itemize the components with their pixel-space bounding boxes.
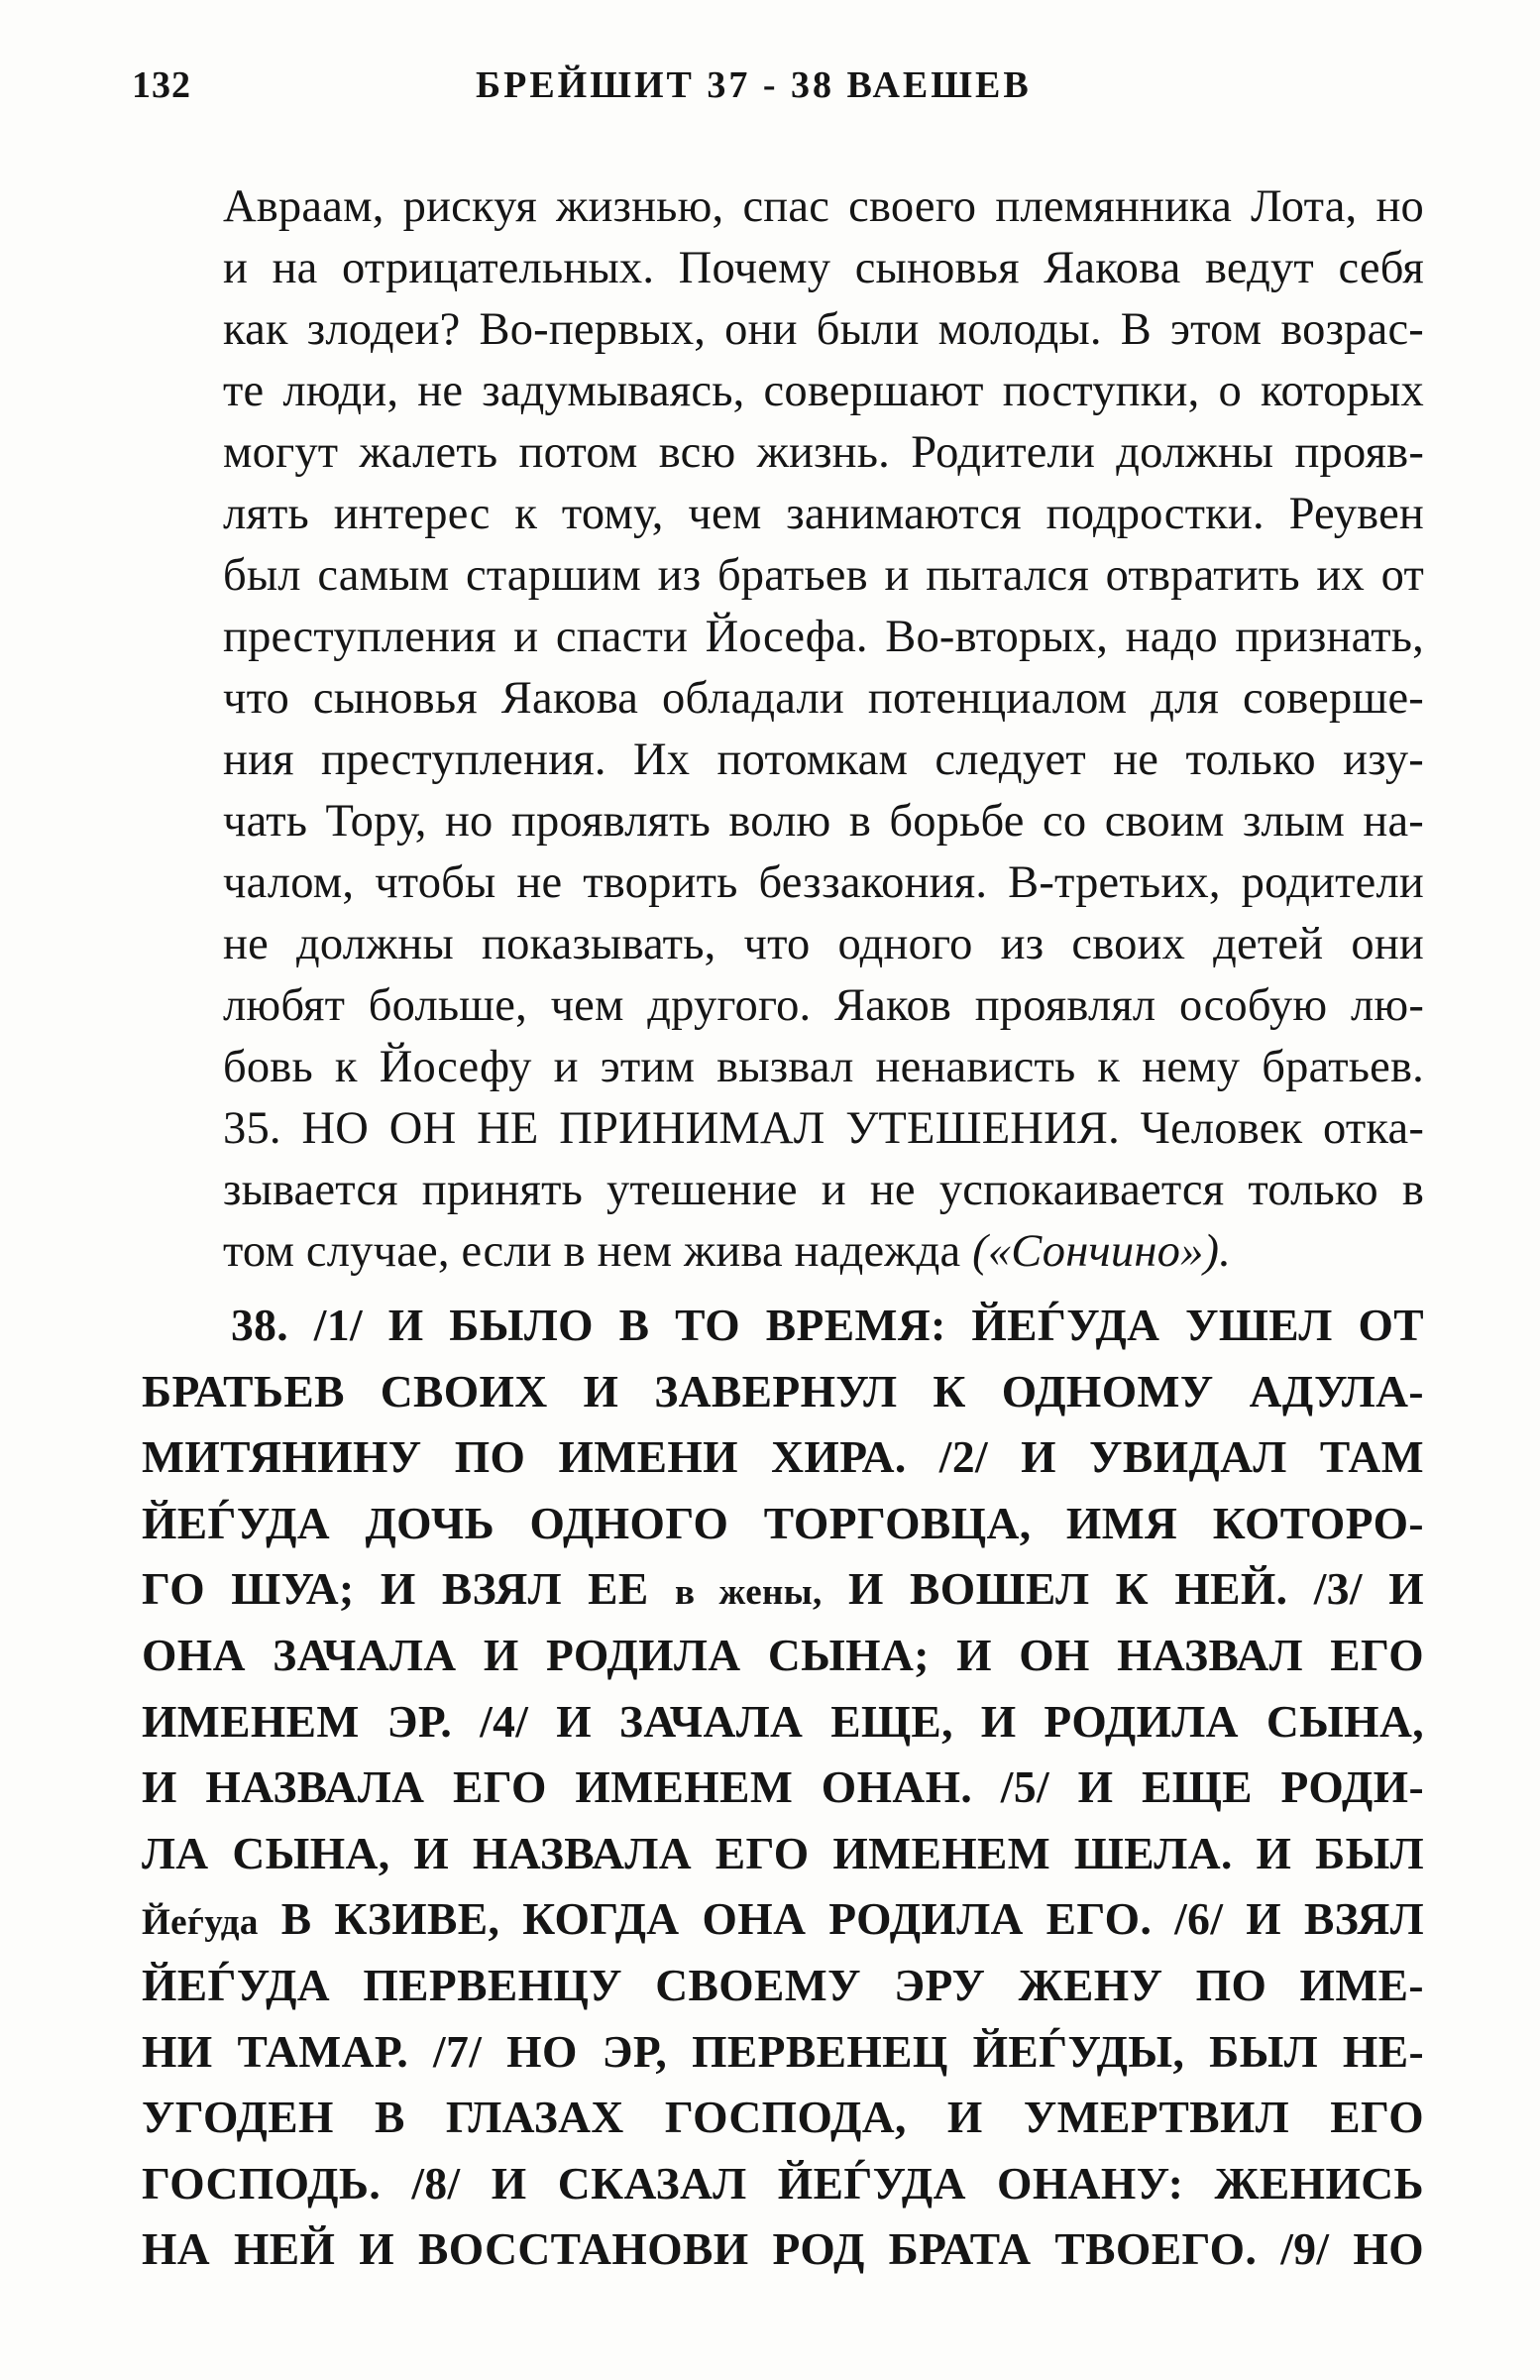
scripture-line: УГОДЕН В ГЛАЗАХ ГОСПОДА, И УМЕРТВИЛ ЕГО <box>142 2092 1424 2143</box>
scripture-line: ЙЕЃУДА ПЕРВЕНЦУ СВОЕМУ ЭРУ ЖЕНУ ПО ИМЕ- <box>142 1959 1424 2010</box>
commentary-line: любят больше, чем другого. Яаков проявлял особую лю- <box>223 980 1424 1031</box>
scripture-line: БРАТЬЕВ СВОИХ И ЗАВЕРНУЛ К ОДНОМУ АДУЛА- <box>142 1365 1424 1417</box>
inserted-word: Йеѓуда <box>142 1902 259 1944</box>
commentary-line: как злодеи? Во-первых, они были молоды. В этом возрас- <box>223 304 1424 355</box>
scripture-text: ГО ШУА; И ВЗЯЛ ЕЕ <box>142 1563 649 1615</box>
page-header <box>0 63 1540 123</box>
inserted-word: в жены, <box>674 1572 823 1614</box>
source-reference: («Сончино»). <box>972 1226 1232 1277</box>
scripture-line <box>142 1886 1424 1953</box>
scripture-line: 38. /1/ И БЫЛО В ТО ВРЕМЯ: ЙЕЃУДА УШЕЛ ОТ <box>231 1300 1424 1350</box>
scripture-text: И ВОШЕЛ К НЕЙ. /3/ И <box>847 1563 1424 1615</box>
scripture-line: МИТЯНИНУ ПО ИМЕНИ ХИРА. /2/ И УВИДАЛ ТАМ <box>142 1431 1424 1483</box>
scripture-line: НИ ТАМАР. /7/ НО ЭР, ПЕРВЕНЕЦ ЙЕЃУДЫ, БЫЛ НЕ- <box>142 2025 1424 2077</box>
commentary-line: зывается принять утешение и не успокаивается только в <box>223 1165 1424 1215</box>
commentary-line: те люди, не задумываясь, совершают поступки, о которых <box>223 366 1424 416</box>
scripture-line: ЛА СЫНА, И НАЗВАЛА ЕГО ИМЕНЕМ ШЕЛА. И БЫЛ <box>142 1827 1424 1878</box>
page-number: 132 <box>132 64 191 106</box>
commentary-paragraph <box>223 176 1424 1283</box>
commentary-line: не должны показывать, что одного из своих детей они <box>223 919 1424 969</box>
commentary-line: Авраам, рискуя жизнью, спас своего племянника Лота, но <box>223 181 1424 232</box>
running-head: БРЕЙШИТ 37 - 38 ВАЕШЕВ <box>476 64 1032 106</box>
commentary-line: бовь к Йосефу и этим вызвал ненависть к нему братьев. <box>223 1042 1424 1092</box>
commentary-line: лять интерес к тому, чем занимаются подростки. Реувен <box>223 489 1424 539</box>
scripture-passage <box>142 1293 1424 2283</box>
commentary-text: том случае, если в нем жива надежда <box>223 1226 961 1277</box>
scripture-line <box>142 1556 1424 1623</box>
scripture-line: НА НЕЙ И ВОССТАНОВИ РОД БРАТА ТВОЕГО. /9/ НО <box>142 2223 1424 2275</box>
scripture-line: ГОСПОДЬ. /8/ И СКАЗАЛ ЙЕЃУДА ОНАНУ: ЖЕНИСЬ <box>142 2157 1424 2209</box>
scripture-line: И НАЗВАЛА ЕГО ИМЕНЕМ ОНАН. /5/ И ЕЩЕ РОДИ- <box>142 1761 1424 1813</box>
scripture-line: ИМЕНЕМ ЭР. /4/ И ЗАЧАЛА ЕЩЕ, И РОДИЛА СЫНА, <box>142 1695 1424 1747</box>
commentary-line: чалом, чтобы не творить беззакония. В-третьих, родители <box>223 857 1424 908</box>
commentary-line: был самым старшим из братьев и пытался отвратить их от <box>223 550 1424 601</box>
commentary-line: что сыновья Яакова обладали потенциалом для соверше- <box>223 673 1424 724</box>
commentary-line: преступления и спасти Йосефа. Во-вторых, надо признать, <box>223 612 1424 662</box>
commentary-line: 35. НО ОН НЕ ПРИНИМАЛ УТЕШЕНИЯ. Человек отка- <box>223 1103 1424 1154</box>
commentary-last-line <box>223 1221 1424 1283</box>
commentary-line: чать Тору, но проявлять волю в борьбе со своим злым на- <box>223 796 1424 847</box>
scripture-line: ЙЕЃУДА ДОЧЬ ОДНОГО ТОРГОВЦА, ИМЯ КОТОРО- <box>142 1497 1424 1548</box>
scripture-text: В КЗИВЕ, КОГДА ОНА РОДИЛА ЕГО. /6/ И ВЗЯЛ <box>280 1893 1425 1945</box>
commentary-line: ния преступления. Их потомкам следует не только изу- <box>223 735 1424 785</box>
commentary-line: могут жалеть потом всю жизнь. Родители должны прояв- <box>223 427 1424 478</box>
scripture-line: ОНА ЗАЧАЛА И РОДИЛА СЫНА; И ОН НАЗВАЛ ЕГО <box>142 1629 1424 1680</box>
commentary-line: и на отрицательных. Почему сыновья Яакова ведут себя <box>223 243 1424 293</box>
